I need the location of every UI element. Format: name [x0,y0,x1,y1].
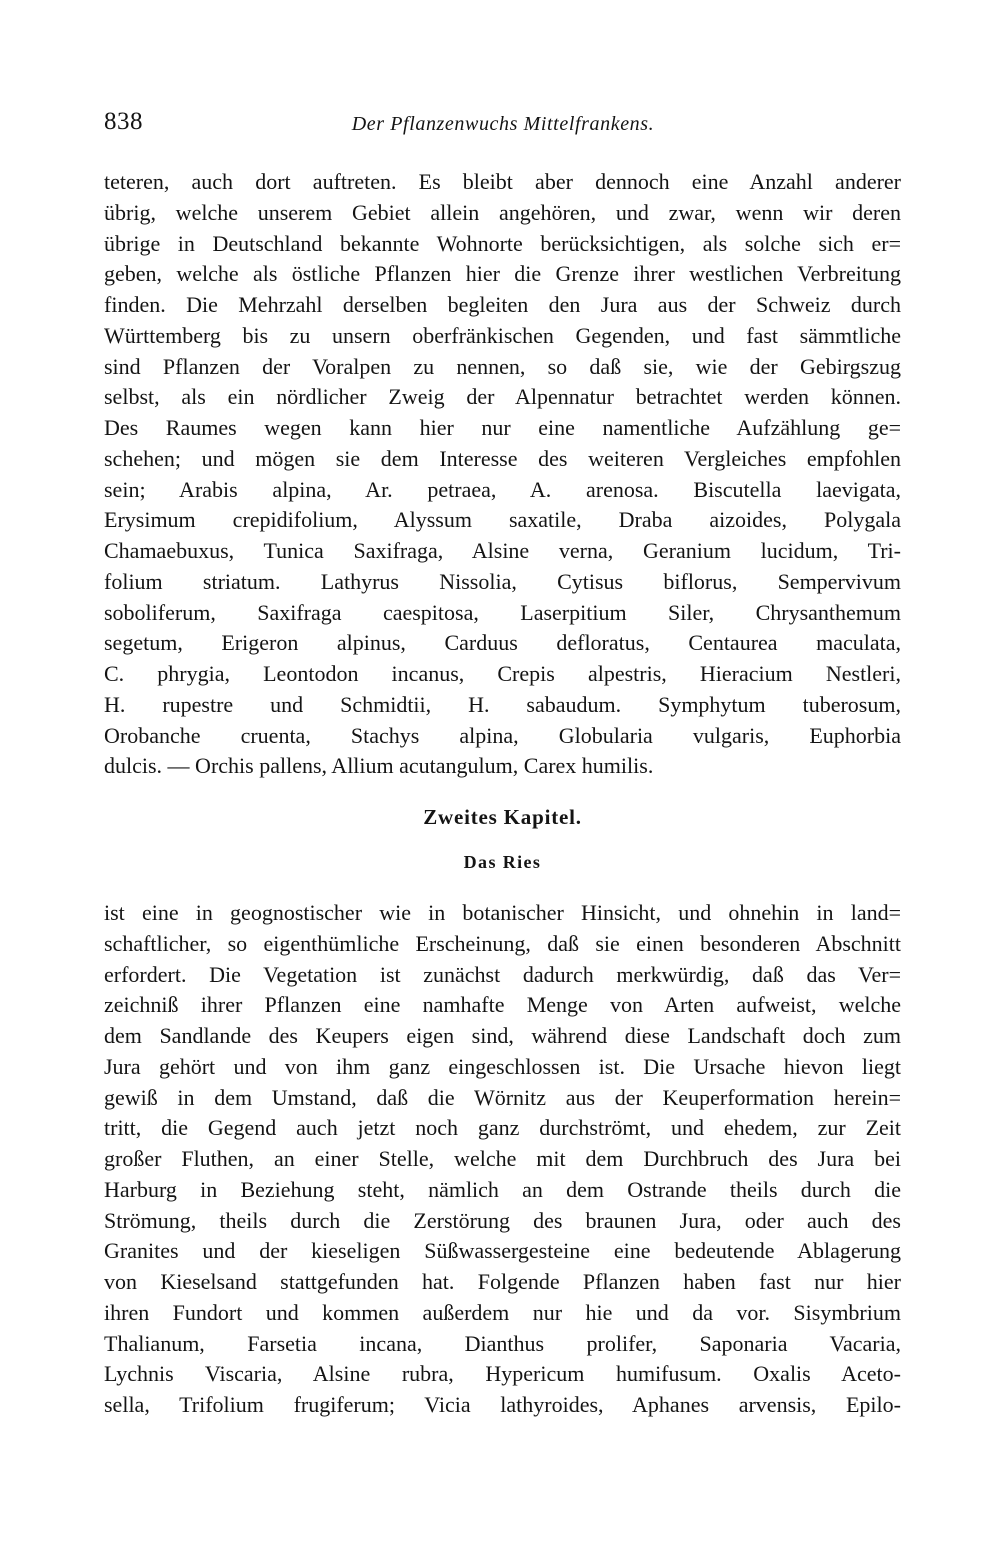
text-line: tritt, die Gegend auch jetzt noch ganz durchströmt, und ehedem, zur Zeit [104,1115,901,1141]
text-line: dulcis. — Orchis pallens, Allium acutangulum, Carex humilis. [104,753,654,779]
text-line: Lychnis Viscaria, Alsine rubra, Hypericum humifusum. Oxalis Aceto- [104,1361,901,1387]
text-line: sein; Arabis alpina, Ar. petraea, A. arenosa. Biscutella laevigata, [104,476,901,502]
text-line: finden. Die Mehrzahl derselben begleiten den Jura aus der Schweiz durch [104,292,901,317]
text-section-upper [104,167,901,782]
text-line: dem Sandlande des Keupers eigen sind, während diese Landschaft doch zum [104,1023,901,1048]
text-line: erfordert. Die Vegetation ist zunächst dadurch merkwürdig, daß das Ver= [104,961,901,987]
text-line: Des Raumes wegen kann hier nur eine namentliche Aufzählung ge= [104,415,901,440]
text-line: übrige in Deutschland bekannte Wohnorte berücksichtigen, als solche sich er= [104,230,901,256]
running-title: Der Pflanzenwuchs Mittelfrankens. [351,113,655,135]
text-line: von Kieselsand stattgefunden hat. Folgende Pflanzen haben fast nur hier [104,1269,901,1294]
page-header [104,104,902,140]
text-line: Chamaebuxus, Tunica Saxifraga, Alsine verna, Geranium lucidum, Tri- [104,538,901,563]
text-line: Strömung, theils durch die Zerstörung des braunen Jura, oder auch des [104,1207,901,1233]
text-line: gewiß in dem Umstand, daß die Wörnitz aus der Keuperformation herein= [104,1084,901,1110]
text-line: Jura gehört und von ihm ganz eingeschlossen ist. Die Ursache hievon liegt [104,1053,901,1079]
text-line: Thalianum, Farsetia incana, Dianthus prolifer, Saponaria Vacaria, [104,1330,901,1356]
text-line: schaftlicher, so eigenthümliche Erscheinung, daß sie einen besonderen Abschnitt [104,930,901,956]
text-line: C. phrygia, Leontodon incanus, Crepis alpestris, Hieracium Nestleri, [104,661,901,686]
text-line: teteren, auch dort auftreten. Es bleibt aber dennoch eine Anzahl anderer [104,169,901,194]
text-line: Orobanche cruenta, Stachys alpina, Globularia vulgaris, Euphorbia [104,722,901,748]
text-line: sella, Trifolium frugiferum; Vicia lathyroides, Aphanes arvensis, Epilo- [104,1392,901,1417]
text-line: schehen; und mögen sie dem Interesse des weiteren Vergleiches empfohlen [104,445,901,471]
text-line: folium striatum. Lathyrus Nissolia, Cytisus biflorus, Sempervivum [104,568,901,594]
text-line: Württemberg bis zu unsern oberfränkischen Gegenden, und fast sämmtliche [104,322,901,348]
text-line: selbst, als ein nördlicher Zweig der Alpennatur betrachtet werden können. [104,384,901,410]
text-line: ihren Fundort und kommen außerdem nur hie und da vor. Sisymbrium [104,1299,901,1325]
text-line: soboliferum, Saxifraga caespitosa, Laserpitium Siler, Chrysanthemum [104,599,901,625]
chapter-heading: Zweites Kapitel. [423,805,582,829]
text-line: ist eine in geognostischer wie in botanischer Hinsicht, und ohnehin in land= [104,900,901,925]
page-number: 838 [104,108,143,135]
text-line: übrig, welche unserem Gebiet allein angehören, und zwar, wenn wir deren [104,199,901,225]
text-line: Granites und der kieseligen Süßwassergesteine eine bedeutende Ablagerung [104,1238,901,1264]
text-line: segetum, Erigeron alpinus, Carduus defloratus, Centaurea maculata, [104,630,901,656]
text-line: zeichniß ihrer Pflanzen eine namhafte Menge von Arten aufweist, welche [104,992,901,1018]
text-line: geben, welche als östliche Pflanzen hier die Grenze ihrer westlichen Verbreitung [104,261,901,287]
text-line: sind Pflanzen der Voralpen zu nennen, so daß sie, wie der Gebirgszug [104,353,901,379]
text-section-lower [104,898,901,1421]
text-line: H. rupestre und Schmidtii, H. sabaudum. Symphytum tuberosum, [104,691,901,717]
text-line: großer Fluthen, an einer Stelle, welche mit dem Durchbruch des Jura bei [104,1146,901,1171]
text-line: Harburg in Beziehung steht, nämlich an dem Ostrande theils durch die [104,1176,901,1202]
section-heading: Das Ries [463,852,542,872]
text-line: Erysimum crepidifolium, Alyssum saxatile, Draba aizoides, Polygala [104,507,901,533]
